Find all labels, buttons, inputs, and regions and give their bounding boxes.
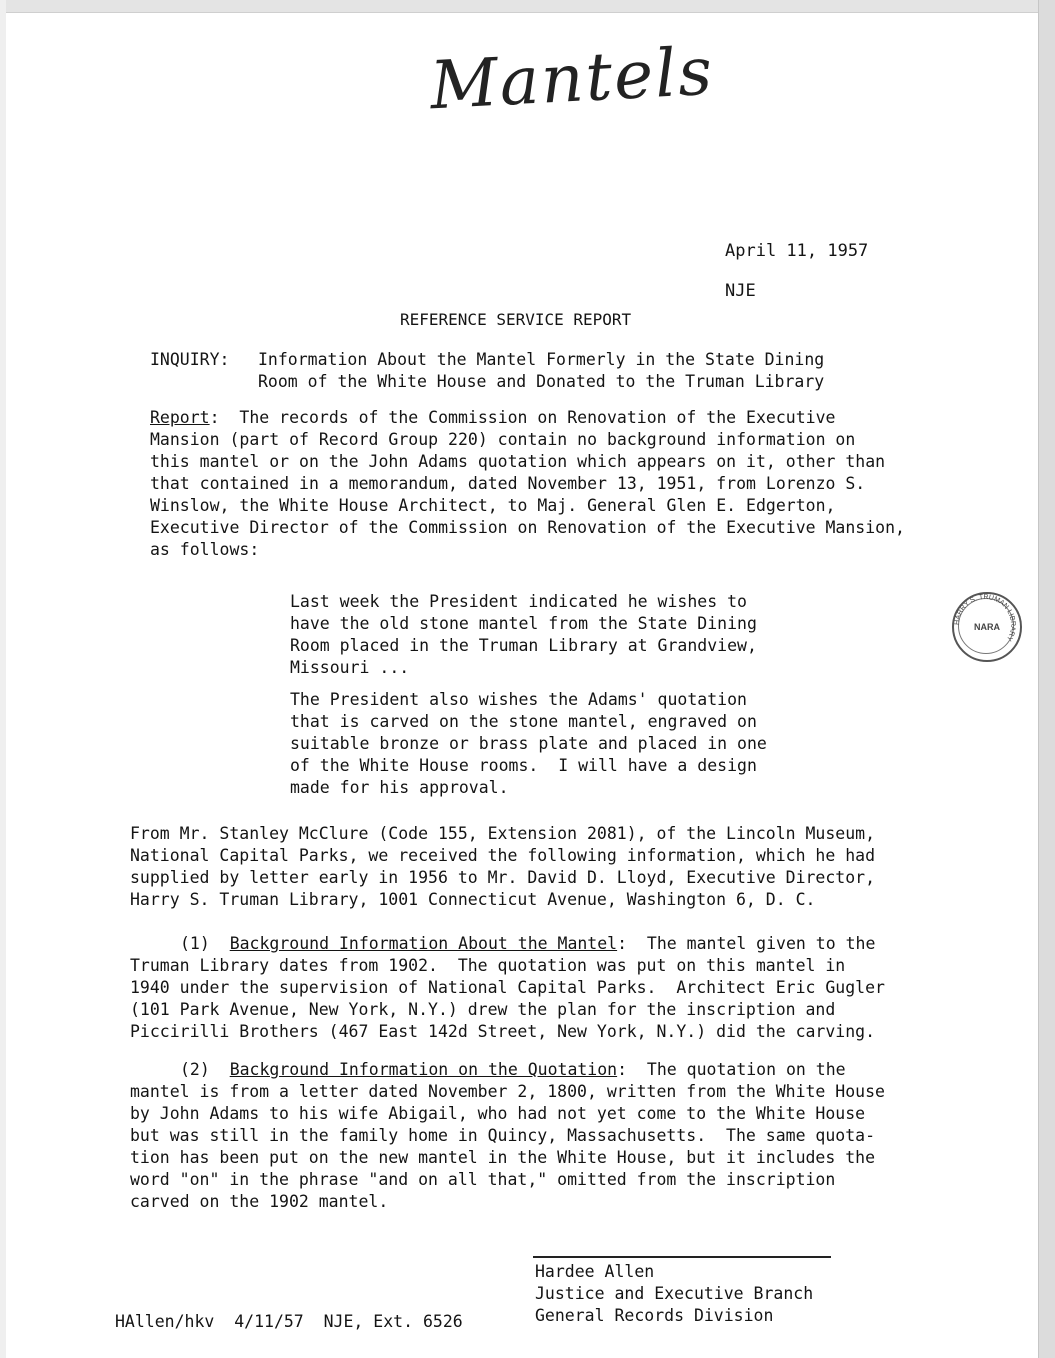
quote-line: Last week the President indicated he wishes to <box>290 592 747 611</box>
scan-edge-top <box>0 0 1055 13</box>
footer-reference: HAllen/hkv 4/11/57 NJE, Ext. 6526 <box>115 1312 463 1331</box>
scan-edge-left <box>0 0 6 1358</box>
quote-line: made for his approval. <box>290 778 509 797</box>
report-line: that contained in a memorandum, dated November 13, 1951, from Lorenzo S. <box>150 474 866 493</box>
stamp-outer-text: HARRY S. TRUMAN LIBRARY <box>953 593 1017 642</box>
quote-line: that is carved on the stone mantel, engraved on <box>290 712 757 731</box>
mcclure-line: From Mr. Stanley McClure (Code 155, Extension 2081), of the Lincoln Museum, <box>130 824 876 843</box>
report-first-line <box>150 408 835 428</box>
stamp-ring-text <box>952 592 1018 658</box>
report-label: Report <box>150 408 210 427</box>
item2-line: word "on" in the phrase "and on all that," omitted from the inscription <box>130 1170 836 1189</box>
item1-line: Truman Library dates from 1902. The quotation was put on this mantel in <box>130 956 846 975</box>
report-line: this mantel or on the John Adams quotation which appears on it, other than <box>150 452 886 471</box>
handwritten-note: Mantels <box>428 32 716 125</box>
quote-line: have the old stone mantel from the State Dining <box>290 614 757 633</box>
item2-number: (2) <box>180 1060 210 1079</box>
mcclure-line: supplied by letter early in 1956 to Mr. David D. Lloyd, Executive Director, <box>130 868 876 887</box>
item1-first-text: : The mantel given to the <box>617 934 876 953</box>
signature-title: Justice and Executive Branch <box>535 1284 814 1303</box>
quote-line: Room placed in the Truman Library at Grandview, <box>290 636 757 655</box>
item2-first-text: : The quotation on the <box>617 1060 846 1079</box>
signature-line <box>533 1256 831 1258</box>
report-title: REFERENCE SERVICE REPORT <box>400 310 632 329</box>
report-first-line-text: : The records of the Commission on Renovation of the Executive <box>209 408 836 427</box>
signature-title: General Records Division <box>535 1306 774 1325</box>
svg-text:HARRY S. TRUMAN LIBRARY <box>954 594 1016 642</box>
item2-line: tion has been put on the new mantel in the White House, but it includes the <box>130 1148 876 1167</box>
report-line: Mansion (part of Record Group 220) contain no background information on <box>150 430 856 449</box>
report-date: April 11, 1957 <box>725 241 869 261</box>
item1-first-line <box>180 934 875 954</box>
mcclure-line: Harry S. Truman Library, 1001 Connecticut Avenue, Washington 6, D. C. <box>130 890 816 909</box>
quote-line: suitable bronze or brass plate and placed in one <box>290 734 767 753</box>
item1-line: 1940 under the supervision of National Capital Parks. Architect Eric Gugler <box>130 978 885 997</box>
mcclure-line: National Capital Parks, we received the following information, which he had <box>130 846 876 865</box>
item1-line: (101 Park Avenue, New York, N.Y.) drew the plan for the inscription and <box>130 1000 836 1019</box>
inquiry-label: INQUIRY: <box>150 350 230 369</box>
item2-line: by John Adams to his wife Abigail, who had not yet come to the White House <box>130 1104 866 1123</box>
quote-line: of the White House rooms. I will have a design <box>290 756 757 775</box>
report-line: Winslow, the White House Architect, to Maj. General Glen E. Edgerton, <box>150 496 836 515</box>
item1-heading: Background Information About the Mantel <box>229 934 618 953</box>
item2-line: mantel is from a letter dated November 2, 1800, written from the White House <box>130 1082 885 1101</box>
item1-number: (1) <box>180 934 210 953</box>
inquiry-line: Room of the White House and Donated to the Truman Library <box>258 372 825 391</box>
quote-line: Missouri ... <box>290 658 410 677</box>
item2-first-line <box>180 1060 846 1080</box>
stamp-inner-text: NARA <box>974 622 1000 632</box>
quote-line: The President also wishes the Adams' quotation <box>290 690 747 709</box>
report-line: Executive Director of the Commission on Renovation of the Executive Mansion, <box>150 518 905 537</box>
item2-line: carved on the 1902 mantel. <box>130 1192 389 1211</box>
report-initials: NJE <box>725 281 756 301</box>
report-line: as follows: <box>150 540 260 559</box>
item1-line: Piccirilli Brothers (467 East 142d Street, New York, N.Y.) did the carving. <box>130 1022 876 1041</box>
item2-heading: Background Information on the Quotation <box>229 1060 618 1079</box>
scan-edge-right <box>1038 0 1055 1358</box>
item2-line: but was still in the family home in Quincy, Massachusetts. The same quota- <box>130 1126 876 1145</box>
signature-name: Hardee Allen <box>535 1262 655 1281</box>
inquiry-line: Information About the Mantel Formerly in the State Dining <box>258 350 825 369</box>
library-stamp <box>952 592 1022 662</box>
